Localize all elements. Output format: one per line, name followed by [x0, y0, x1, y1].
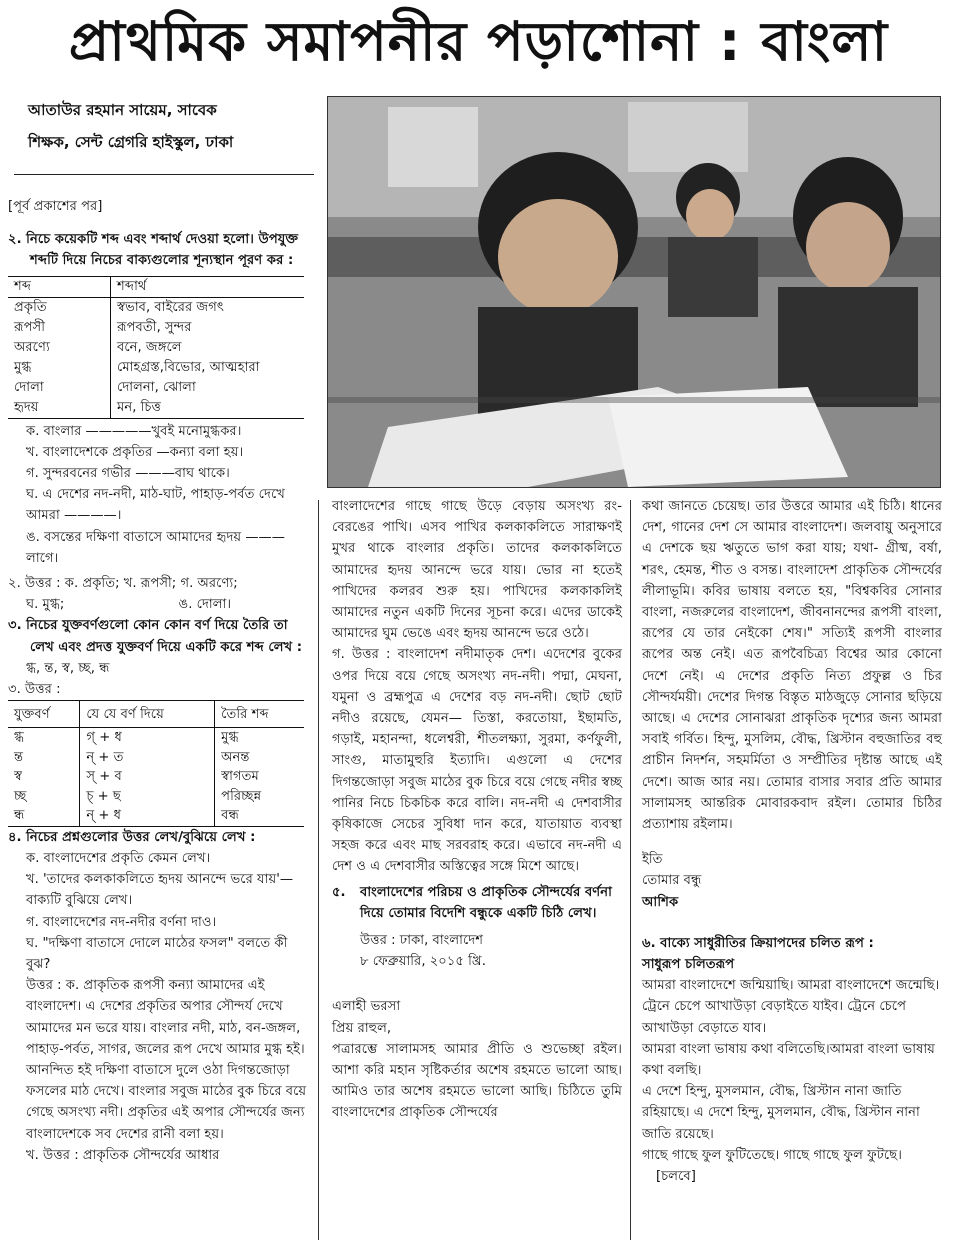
answer-2: ২. উত্তর : ক. প্রকৃতি; খ. রূপসী; গ. অরণ্যে;	[8, 576, 238, 592]
table-row	[8, 728, 304, 748]
blanks-list	[8, 421, 310, 569]
table-cell: ন্‌ + ধ	[80, 806, 215, 826]
table-row	[8, 787, 304, 807]
q6-line: ট্রেনে চেপে আখাউড়া বেড়াইতে যাইব। ট্রেনে চেপে আখাউড়া বেড়াতে যাব।	[642, 999, 907, 1036]
table-cell: স্‌ + ব	[80, 767, 215, 787]
table-cell: চ্‌ + ছ	[80, 787, 215, 807]
closing: ইতি	[642, 852, 663, 868]
question-4: ৪. নিচের প্রশ্নগুলোর উত্তর লেখ/বুঝিয়ে লেখ :	[8, 829, 256, 845]
blank-item: গ. সুন্দরবনের গভীর ———বাঘ থাকে।	[26, 466, 230, 482]
question-6: ৬. বাক্যে সাধুরীতির ক্রিয়াপদের চলিত রূপ :	[642, 935, 874, 951]
table-header: শব্দ	[8, 276, 111, 297]
blank-item: ঙ. বসন্তের দক্ষিণা বাতাসে আমাদের হৃদয় ——— লাগে।	[26, 529, 285, 566]
column-2	[332, 496, 622, 1124]
table-header: তৈরি শব্দ	[215, 701, 304, 728]
answer-2-part: ঘ. মুগ্ধ;	[26, 597, 65, 613]
table-cell: স্বাগতম	[221, 769, 259, 785]
table-cell: ন্ত	[8, 748, 80, 768]
answer-4-b: খ. উত্তর : প্রাকৃতিক সৌন্দর্যের আধার	[26, 1147, 220, 1163]
table-row	[8, 378, 304, 398]
page-title: প্রাথমিক সমাপনীর পড়াশোনা : বাংলা	[68, 10, 889, 73]
paragraph: কথা জানতে চেয়েছ। তার উত্তরে আমার এই চিঠি। ধানের দেশ, গানের দেশ সে আমার বাংলাদেশ। জলবায়ু অনুসারে এ দেশকে ছয় ঋতুতে ভাগ করা যায়; যথা- গ্রীষ্ম, বর্ষা, শরৎ, হেমন্ত, শীত ও বসন্ত। বাংলাদেশ প্রাকৃতিক সৌন্দর্যের লীলাভূমি। কবির ভাষায় বলতে হয়, "বিশ্বকবির সোনার বাংলা, নজরুলের বাংলাদেশ, জীবনানন্দের রূপসী বাংলা, রূপের যে তার নেইকো শেষ।" সত্যিই রূপসী বাংলার রূপের অন্ত নেই। এত রূপবৈচিত্র্য বিশ্বের আর কোনো দেশে নেই। এ দেশের প্রকৃতি নিত্য প্রফুল্ল ও চির সৌন্দর্যময়ী। দেশের দিগন্ত বিস্তৃত মাঠজুড়ে সোনার ছড়িয়ে আছে। এ দেশের সোনাঝরা প্রাকৃতিক দৃশ্যের জন্য আমরা সবাই গর্বিত। হিন্দু, মুসলিম, বৌদ্ধ, খ্রিস্টান বহুজাতির বহু প্রাচীন নিদর্শন, সহমর্মিতা ও সম্প্রীতির দৃষ্টান্ত আছে এই দেশে। আজ আর নয়। তোমার বাসার সবার প্রতি আমার সালামসহ আন্তরিক মোবারকবাদ রইল। তোমার চিঠির প্রত্যাশায় রইলাম।	[642, 499, 942, 833]
letter-place: উত্তর : ঢাকা, বাংলাদেশ	[360, 933, 484, 949]
table-cell: প্রকৃতি	[8, 297, 111, 318]
table-cell: মুগ্ধ	[221, 730, 239, 746]
answer-2-cont	[8, 594, 310, 615]
classroom-photo	[327, 96, 941, 488]
table-cell: অরণ্যে	[8, 338, 111, 358]
question-text: বাংলাদেশের পরিচয় ও প্রাকৃতিক সৌন্দর্যের বর্ণনা দিয়ে তোমার বিদেশি বন্ধুকে একটি চিঠি লেখ।	[360, 884, 612, 921]
question-6-sub: সাধুরূপ চলিতরূপ	[642, 957, 735, 973]
word-meaning-table	[8, 276, 304, 419]
table-cell: চ্ছ	[8, 787, 80, 807]
letter-head: এলাহী ভরসা	[332, 999, 401, 1015]
continued-note: [চলবে]	[656, 1169, 696, 1185]
author-byline	[28, 94, 298, 158]
table-cell: গ্ধ	[8, 728, 80, 748]
question-3: ৩. নিচের যুক্তবর্ণগুলো কোন কোন বর্ণ দিয়ে তৈরি তা লেখ এবং প্রদত্ত যুক্তবর্ণ দিয়ে একটি করে শব্দ লেখ :	[8, 618, 303, 655]
table-header: শব্দার্থ	[111, 276, 305, 297]
table-cell: বন্ধ	[215, 806, 304, 826]
author-divider	[14, 174, 314, 175]
letter-body: পত্রারম্ভে সালামসহ আমার প্রীতি ও শুভেচ্ছা রইল। আশা করি মহান সৃষ্টিকর্তার অশেষ রহমতে ভালো আছ। আমিও তার অশেষ রহমতে ভালো আছি। চিঠিতে তুমি বাংলাদেশের প্রাকৃতিক সৌন্দর্যের	[332, 1041, 622, 1121]
letter-salutation: প্রিয় রাহুল,	[332, 1020, 392, 1036]
q6-line	[642, 1145, 942, 1187]
answer-3-label: ৩. উত্তর :	[8, 682, 61, 698]
table-cell: দোলা	[8, 378, 111, 398]
question-4-items	[8, 848, 310, 1166]
table-cell: অনন্ত	[221, 749, 250, 765]
blank-item: ক. বাংলার —————খুবই মনোমুগ্ধকর।	[26, 423, 242, 439]
table-row	[8, 398, 304, 419]
question-item: ক. বাংলাদেশের প্রকৃতি কেমন লেখ।	[26, 850, 211, 866]
question-number: ৫.	[332, 884, 346, 900]
classroom-photo-illustration	[328, 97, 940, 487]
table-cell: মন, চিত্ত	[111, 398, 305, 419]
closing: তোমার বন্ধু	[642, 873, 702, 889]
paragraph: বাংলাদেশের গাছে গাছে উড়ে বেড়ায় অসংখ্য রং-বেরঙের পাখি। এসব পাখির কলকাকলিতে সারাক্ষণই মুখর থাকে বাংলার প্রকৃতি। তাদের কলকাকলিতে আমাদের হৃদয় আনন্দে ভরে যায়। ভোর না হতেই পাখিদের কলরব শুরু হয়। পাখিদের কলকাকলিই আমাদের নতুন একটি দিনের সূচনা করে। এদের ডাকেই আমাদের ঘুম ভেঙে এবং হৃদয় আনন্দে ভরে ওঠে।	[332, 499, 622, 642]
table-row	[8, 806, 304, 826]
table-row	[8, 748, 304, 768]
q6-line: আমরা বাংলাদেশে জন্মিয়াছি। আমরা বাংলাদেশে জন্মেছি।	[642, 978, 940, 994]
table-cell: ন্ধ	[8, 806, 80, 826]
author-affiliation: শিক্ষক, সেন্ট গ্রেগরি হাইস্কুল, ঢাকা	[28, 133, 234, 151]
paragraph: গ. উত্তর : বাংলাদেশ নদীমাতৃক দেশ। এদেশের বুকের ওপর দিয়ে বয়ে গেছে অসংখ্য নদ-নদী। পদ্মা, মেঘনা, যমুনা ও ব্রহ্মপুত্র এ দেশের বড় নদ-নদী। ছোট ছোট নদীও রয়েছে, যেমন— তিস্তা, করতোয়া, ইছামতি, গড়াই, মহানন্দা, ধলেশ্বরী, শীতলক্ষ্যা, সুরমা, কর্ণফুলী, সাংগু, মাতামুহুরি ইত্যাদি। এগুলো এ দেশের দিগন্তজোড়া সবুজ মাঠের বুক চিরে বয়ে গেছে নদীর স্বচ্ছ পানির নিচে চিকচিক করে বালি। নদ-নদী এ দেশবাসীর কৃষিকাজে সেচের সুবিধা দান করে, যাতায়াত ব্যবস্থা সহজ করে এবং মাছ সরবরাহ করে। এভাবে নদ-নদী এ দেশ ও এ দেশবাসীর অস্তিত্বের সঙ্গে মিশে আছে।	[332, 647, 622, 875]
table-cell: মুগ্ধ	[8, 358, 111, 378]
question-item: গ. বাংলাদেশের নদ-নদীর বর্ণনা দাও।	[26, 914, 217, 930]
q6-line-text: গাছে গাছে ফুল ফুটিতেছে। গাছে গাছে ফুল ফুটছে।	[642, 1147, 902, 1163]
table-row	[8, 297, 304, 318]
blank-item: খ. বাংলাদেশকে প্রকৃতির —কন্যা বলা হয়।	[26, 444, 244, 460]
column-1	[8, 196, 310, 1166]
question-item: ঘ. "দক্ষিণা বাতাসে দোলে মাঠের ফসল" বলতে কী বুঝ?	[26, 935, 288, 972]
table-row	[8, 358, 304, 378]
author-name: আতাউর রহমান সায়েম, সাবেক	[28, 101, 217, 119]
question-item: খ. 'তাদের কলকাকলিতে হৃদয় আনন্দে ভরে যায়'— বাক্যটি বুঝিয়ে লেখ।	[26, 872, 294, 909]
question-3-letters: গ্ধ, ন্ত, স্ব, চ্ছ, ন্ধ	[26, 660, 110, 676]
table-row	[8, 767, 304, 787]
column-divider	[318, 500, 319, 1240]
conjunct-table	[8, 700, 304, 827]
table-cell: স্ব	[8, 767, 80, 787]
column-divider	[630, 500, 631, 1240]
table-cell: গ্‌ + ধ	[80, 728, 215, 748]
table-cell: ন্‌ + ত	[80, 748, 215, 768]
table-cell: মোহগ্রস্ত,বিভোর, আত্মহারা	[117, 359, 260, 375]
column-3	[642, 496, 942, 1187]
q6-line: এ দেশে হিন্দু, মুসলমান, বৌদ্ধ, খ্রিস্টান নানা জাতি রহিয়াছে। এ দেশে হিন্দু, মুসলমান, বৌদ্ধ, খ্রিস্টান নানা জাতি রয়েছে।	[642, 1084, 920, 1142]
table-header: যে যে বর্ণ দিয়ে	[80, 701, 215, 728]
table-cell: রূপসী	[8, 318, 111, 338]
table-row	[8, 338, 304, 358]
blank-item: ঘ. এ দেশের নদ-নদী, মাঠ-ঘাট, পাহাড়-পর্বত দেখে আমরা ————।	[26, 487, 285, 524]
table-row	[8, 318, 304, 338]
previous-note: [পূর্ব প্রকাশের পর]	[8, 199, 103, 214]
answer-2-part: ঙ. দোলা।	[178, 597, 232, 613]
table-cell: বনে, জঙ্গলে	[117, 339, 182, 355]
table-cell: হৃদয়	[8, 398, 111, 419]
question-2: ২. নিচে কয়েকটি শব্দ এবং শব্দার্থ দেওয়া হলো। উপযুক্ত শব্দটি দিয়ে নিচের বাক্যগুলোর শূন্যস্থান পূরণ কর :	[8, 232, 299, 269]
closing-name: আশিক	[642, 894, 679, 910]
table-cell: স্বভাব, বাইরের জগৎ	[117, 299, 224, 315]
table-cell: দোলনা, ঝোলা	[117, 379, 196, 395]
answer-4: উত্তর : ক. প্রাকৃতিক রূপসী কন্যা আমাদের এই বাংলাদেশ। এ দেশের প্রকৃতির অপার সৌন্দর্য দেখে আমাদের মন ভরে যায়। বাংলার নদী, মাঠ, বন-জঙ্গল, পাহাড়-পর্বত, সাগর, জলের রূপ দেখে আমার মুগ্ধ হই। আনন্দিত হই দক্ষিণা বাতাসে দুলে ওঠা দিগন্তজোড়া ফসলের মাঠ দেখে। বাংলার সবুজ মাঠের বুক চিরে বয়ে গেছে অসংখ্য নদী। প্রকৃতির এই অপার সৌন্দর্যের জন্য বাংলাদেশকে সব দেশের রানী বলা হয়।	[26, 978, 307, 1142]
table-header: যুক্তবর্ণ	[8, 701, 80, 728]
table-cell: পরিচ্ছন্ন	[221, 788, 262, 804]
letter-date: ৮ ফেব্রুয়ারি, ২০১৫ খ্রি.	[360, 954, 486, 970]
table-cell: রূপবতী, সুন্দর	[117, 319, 192, 335]
q6-line: আমরা বাংলা ভাষায় কথা বলিতেছি।আমরা বাংলা ভাষায় কথা বলছি।	[642, 1041, 935, 1079]
question-5	[332, 882, 622, 924]
